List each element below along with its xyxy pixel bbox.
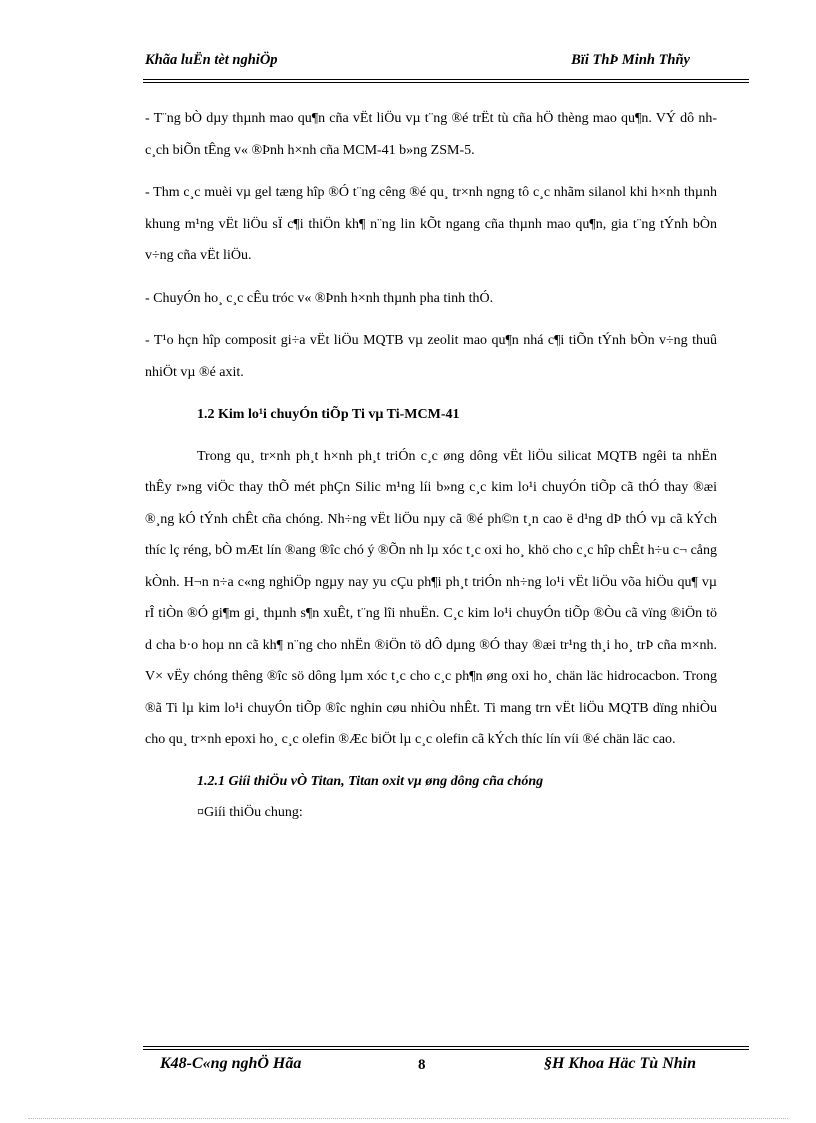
bullet-item: - T¹o hçn hîp composit gi÷a vËt liÖu MQTB vµ zeolit mao qu¶n nhá c¶i tiÕn tÝnh bÒn v÷ng thuû nhiÖt vµ ®é axit. xyxy=(145,333,717,380)
bullet-item: - T¨ng bÒ dµy thµnh mao qu¶n cña vËt liÖu vµ t¨ng ®é trËt tù cña hÖ thèng mao qu¶n. VÝ dô nh c¸ch biÕn tÊng v« ®Þnh h×nh cña MCM-41 b»ng ZSM-5. xyxy=(145,111,717,158)
header-author-name: Bïi ThÞ Minh Thñy xyxy=(571,52,690,68)
footer-university-name: §H Khoa Häc Tù Nhin xyxy=(543,1055,696,1072)
subsection-heading: 1.2.1 Giíi thiÖu vÒ Titan, Titan oxit vµ øng dông cña chóng xyxy=(197,773,544,789)
header-thesis-title: Khãa luËn tèt nghiÖp xyxy=(145,52,278,68)
bullet-item: - Thm c¸c muèi vµ gel tæng hîp ®Ó t¨ng cêng ®é qu¸ tr×nh ngng tô c¸c nhãm silanol khi h×nh thµnh khung m¹ng vËt liÖu sÏ c¶i thiÖn kh¶ n¨ng lin kÕt ngang cña thµnh mao qu¶n, gia t¨ng tÝnh bÒn v÷ng cña vËt liÖu. xyxy=(145,185,717,263)
page-footer xyxy=(160,1055,696,1079)
page-edge-divider xyxy=(28,1118,788,1119)
footer-rule-bottom xyxy=(143,1049,749,1050)
body-paragraph: ¤Giíi thiÖu chung: xyxy=(197,805,303,820)
footer-class-name: K48-C«ng nghÖ Hãa xyxy=(160,1055,302,1072)
section-heading: 1.2 Kim lo¹i chuyÓn tiÕp Ti vµ Ti-MCM-41 xyxy=(197,407,460,422)
header-rule-top xyxy=(143,79,749,80)
bullet-item: - ChuyÓn ho¸ c¸c cÊu tróc v« ®Þnh h×nh thµnh pha tinh thÓ. xyxy=(145,290,494,306)
header-rule-bottom xyxy=(143,82,749,83)
footer-rule-top xyxy=(143,1046,749,1047)
page-number: 8 xyxy=(418,1057,426,1073)
document-body xyxy=(145,103,717,829)
page-header xyxy=(145,52,690,72)
body-paragraph: Trong qu¸ tr×nh ph¸t h×nh ph¸t triÓn c¸c øng dông vËt liÖu silicat MQTB ngêi ta nhËn thÊy r»ng viÖc thay thÕ mét phÇn Silic m¹ng líi b»ng c¸c kim lo¹i chuyÓn tiÕp cã thÓ thay ®æi ®¸ng kÓ tÝnh chÊt cña chóng. Nh÷ng vËt liÖu nµy cã ®é ph©n t¸n cao ë d¹ng dÞ thÓ vµ cã kÝch thíc lç réng, bÒ mÆt lín ®ang ®îc chó ý ®Õn nh lµ xóc t¸c oxi ho¸ khö cho c¸c hîp chÊt h÷u c¬ cång kÒnh. H¬n n÷a c«ng nghiÖp ngµy nay yu cÇu ph¶i ph¸t triÓn nh÷ng lo¹i vËt liÖu võa hiÖu qu¶ vµ rÎ tiÒn ®Ó gi¶m gi¸ thµnh s¶n xuÊt, t¨ng lîi nhuËn. C¸c kim lo¹i chuyÓn tiÕp ®Òu cã vïng ®iÖn tö d cha b·o hoµ nn cã kh¶ n¨ng cho nhËn ®iÖn tö dÔ dµng ®Ó thay ®æi tr¹ng th¸i ho¸ trÞ cña m×nh. V× vËy chóng thêng ®îc sö dông lµm xóc t¸c cho c¸c ph¶n øng oxi ho¸ chän läc hidrocacbon. Trong ®ã Ti lµ kim lo¹i chuyÓn tiÕp ®îc nghin cøu nhiÒu nhÊt. Ti mang trn vËt liÖu MQTB dïng nhiÒu cho qu¸ tr×nh epoxi ho¸ c¸c olefin ®Æc biÖt lµ c¸c olefin cã kÝch thíc lín víi ®é chän läc cao. xyxy=(145,448,717,747)
